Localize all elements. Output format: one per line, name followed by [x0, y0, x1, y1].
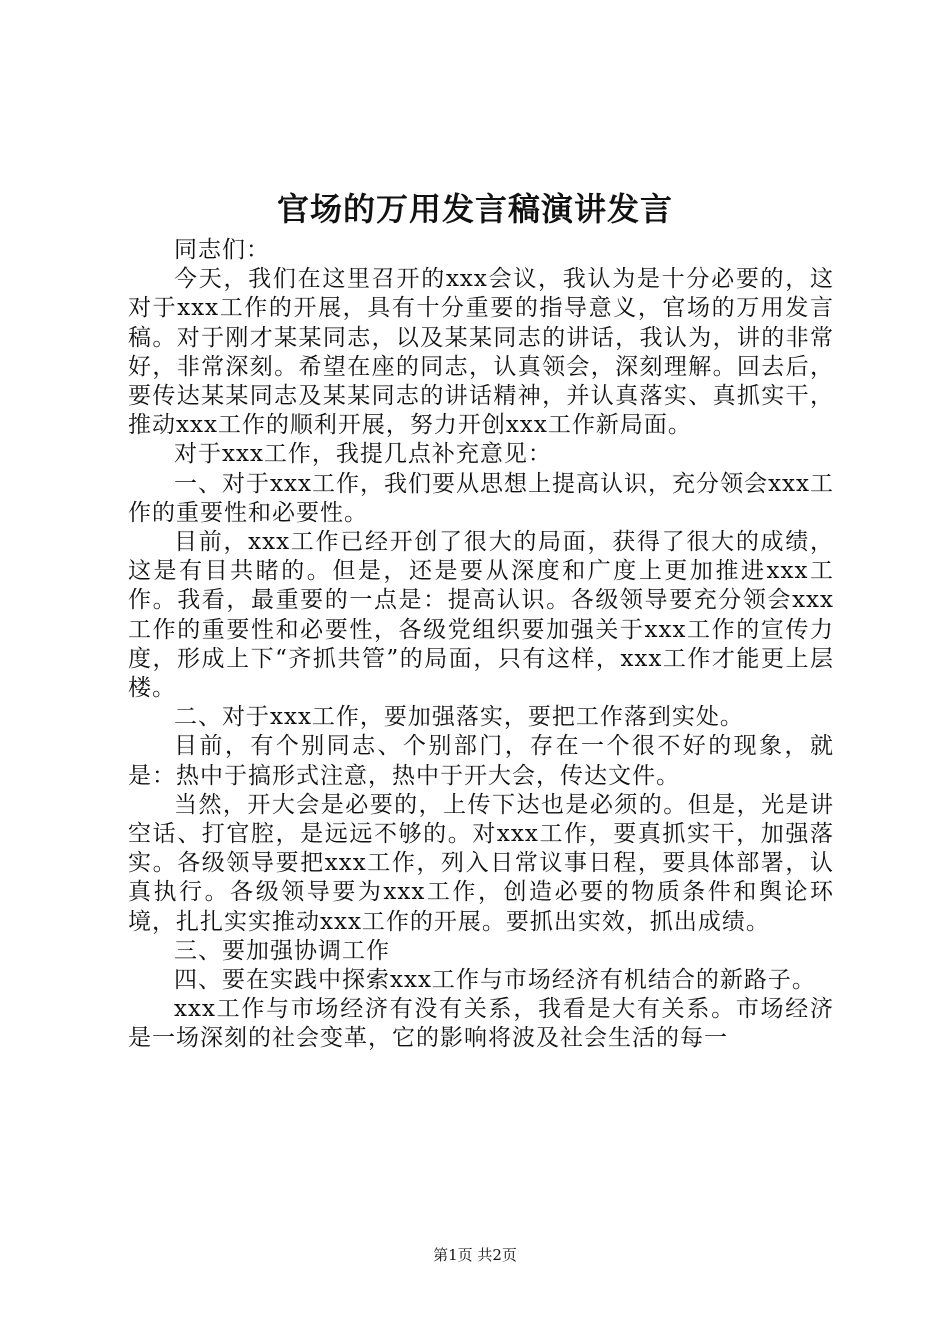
paragraph-point-four: 四、要在实践中探索xxx工作与市场经济有机结合的新路子。: [174, 967, 816, 994]
paragraph-point-three: 三、要加强协调工作: [174, 937, 390, 964]
paragraph-point-two-detail-1: 目前，有个别同志、个别部门，存在一个很不好的现象，就是：热中于搞形式注意，热中于开大会，传达文件。: [128, 733, 834, 789]
paragraph-point-two-detail-2: 当然，开大会是必要的，上传下达也是必须的。但是，光是讲空话、打官腔，是远远不够的。对xxx工作，要真抓实干，加强落实。各级领导要把xxx工作，列入日常议事日程，要具体部署，认真执行。各级领导要为xxx工作，创造必要的物质条件和舆论环境，扎扎实实推动xxx工作的开展。要抓出实效，抓出成绩。: [128, 791, 834, 935]
paragraph-opening: 今天，我们在这里召开的xxx会议，我认为是十分必要的，这对于xxx工作的开展，具有十分重要的指导意义，官场的万用发言稿。对于刚才某某同志，以及某某同志的讲话，我认为，讲的非常好，非常深刻。希望在座的同志，认真领会，深刻理解。回去后，要传达某某同志及某某同志的讲话精神，并认真落实、真抓实干，推动xxx工作的顺利开展，努力开创xxx工作新局面。: [128, 266, 834, 439]
document-body: [128, 236, 834, 1054]
page-footer: 第1页 共2页: [433, 1246, 517, 1264]
document-title: 官场的万用发言稿演讲发言: [276, 190, 673, 228]
paragraph-point-one: 一、对于xxx工作，我们要从思想上提高认识，充分领会xxx工作的重要性和必要性。: [128, 470, 834, 526]
paragraph-intro-points: 对于xxx工作，我提几点补充意见：: [174, 441, 552, 468]
paragraph-point-four-detail: xxx工作与市场经济有没有关系，我看是大有关系。市场经济是一场深刻的社会变革，它的影响将波及社会生活的每一: [128, 996, 834, 1052]
paragraph-point-two: 二、对于xxx工作，要加强落实，要把工作落到实处。: [174, 704, 744, 731]
paragraph-point-one-detail: 目前，xxx工作已经开创了很大的局面，获得了很大的成绩，这是有目共睹的。但是，还是要从深度和广度上更加推进xxx工作。我看，最重要的一点是：提高认识。各级领导要充分领会xxx工作的重要性和必要性，各级党组织要加强关于xxx工作的宣传力度，形成上下“齐抓共管”的局面，只有这样，xxx工作才能更上层楼。: [128, 529, 834, 702]
paragraph-salutation: 同志们：: [174, 237, 270, 263]
